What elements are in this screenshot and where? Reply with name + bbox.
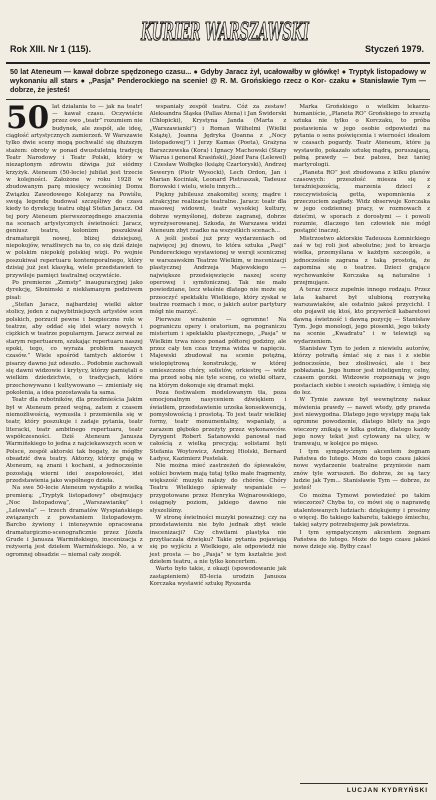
paragraph-text: Co można Tymowi powiedzieć po takim wieczorze? Chyba to, co mówi się o naprawdę utalentowanych ludziach: dziękujemy i prosimy o więcej. Bo takiego kabaretu, takiego śmiechu, takiej satyry potrzebujemy jak powietrza. <box>293 492 431 529</box>
paragraph-text: A jeśli jesteś już przy wydarzeniach od najwięcej jej dnowu, to która sztuka „Pasji” Pendereckiego wystawionej w wersji scenicznej w warszawskim Teatrze Wielkim, w inscenizacji plastycznej Andrzeja Majewskiego — największe przedsięwzięcie naszej sceny operowej i symfonicznej. Tak nie mało powiedziane, lecz właśnie dlatego nie może się przeoczyć spektaklu Wielkiego, który zyskał w teatrze rozmach i moc, o jakich autor partytury mógł nie marzyć. <box>149 235 287 316</box>
article-paragraph <box>6 397 143 485</box>
paragraph-text: Teatr dla robotników, dla przedmieścia Jakim był w Ateneum przed wojną, zatem z czasem niemożliwością, wymusiła i przemieniła się w teatr, który poszukuje i zadaje pytania, teatr literacki, teatr ambitnego repertuaru, teatr współczesności. Dziś Ateneum Janusza Warmińskiego to jedna z najciekawszych scen w Polsce, zespół aktorski tak bogaty, że mógłby obsadzić dwa teatry. Aktorzy, którzy grają w Ateneum, są znani i kochani, a jednocześnie pozostają wierni idei zespołowości, idei przedstawienia jako wspólnego dzieła. <box>6 397 143 485</box>
article-paragraph <box>150 192 287 236</box>
issue-number: Rok XIII. Nr 1 (115). <box>10 44 92 54</box>
paragraph-text: Warto było takie, z okazji (spowodowanie jak zastąpieniem) 85-lecia urodzin Janusza Korczaka wystawić sztukę Ryszarda <box>149 566 287 587</box>
paragraph-text: Nie można mieć zastrzeżeń do śpiewaków, soliści bowiem mają tutaj tylko małe fragmenty, większość muzyki należy do chórów. Chóry Teatru Wielkiego śpiewały wspaniale — przygotowane przez Henryka Wojnarowskiego, osiągnęły poziom, jakiego dawno nie słyszeliśmy. <box>149 463 287 514</box>
article-paragraph <box>293 530 430 552</box>
article-paragraph <box>150 463 287 514</box>
article-paragraph <box>6 485 143 558</box>
signature-rule <box>300 783 428 784</box>
masthead-rule <box>6 62 430 64</box>
article-column-2 <box>150 104 287 759</box>
paragraph-text: Mistrzostwo aktorskie Tadeusza Łomnickiego zaś w tej roli jest absolutne; jest to kreacja wielka, przemyślana w każdym szczególe, a jednocześnie zagrana z taką prostotą, że zapomina się o teatrze. Dzieci grające wychowanków Korczaka są naturalne i przejmujące. <box>293 235 431 286</box>
article-paragraph <box>150 566 287 588</box>
svg-text:KURIER WARSZAWSKI: KURIER WARSZAWSKI <box>140 17 310 46</box>
article-paragraph <box>293 170 430 236</box>
paragraph-text: „Stefan Jaracz, najbardziej wielki aktor stolicy, jeden z najwybitniejszych artystów scen polskich, porzucił pewne i bezpieczne role w teatrze, aby oddać się idei wiary nowych i ciężkich w teatrze popularnym. Jaracz zerwał ze starym repertuarem, szukając repertuaru naszej epoki, tego, co wyraża problem naszych czasów.” Wiele spośród tamtych aktorów i pisarzy dawno już odeszło... Podobnie zachowali się dawni widzowie i krytycy, którzy pamiętali o wielkim dziedzictwie, o tradycjach, które przechowywano i kultywowano — zmieniały się pokolenia, a idea pozostawała ta sama. <box>6 301 143 397</box>
article-columns <box>6 99 431 759</box>
article-column-1 <box>6 99 143 759</box>
article-paragraph <box>293 397 430 448</box>
article-paragraph <box>6 302 143 397</box>
paragraph-text: I tym sympatycznym akcentem żegnam Państwa do lutego. Może do tego czasu jakieś nowe dzieje się. Byłby czas! <box>293 529 431 551</box>
article-paragraph <box>293 236 430 287</box>
paragraph-text: Piękny jubileusz znakomitej sceny, mądre i atrakcyjne realizacje teatralne. Jaracz: teatr dla masowej widowni, teatr wysokiej kultury, dobrze wymyślonej, dobrze zagranej, dobrze wyreżyserowanej. Szkoda, że Warszawa widzi Ateneum zbyt rzadko na wszystkich scenach... <box>149 191 287 235</box>
lead-summary: 50 lat Ateneum — kawał dobrze spędzonego czasu... ● Gdyby Jaracz żył, ucałowałby w główkę! ● Tryptyk listopadowy w wykonaniu all stars ● „Pasja” Penderockiego na scenie! @ R. M. Grońskiego rzecz o Kor- czaku ● Stanisławie Tym — dobrze, że jesteś! <box>6 67 430 100</box>
paragraph-text: „Planeta RO” jest zbudowana z kilku planów czasowych: przeszłość miesza się z teraźniejszością, marzenia dzieci z rzeczywistością getta, wspomnienia z przeczuciem zagłady. Widz obserwuje Korczaka w jego codziennej pracy, w rozmowach z dziećmi, w sporach z dorosłymi — i powoli rozumie, dlaczego ten człowiek nie mógł postąpić inaczej. <box>293 169 431 235</box>
author-signature: LUCJAN KYDRYŃSKI <box>346 787 428 794</box>
article-paragraph <box>6 280 143 302</box>
drop-cap: 50 <box>6 99 50 136</box>
paragraph-text: Po premierze „Zemsty” inauguracyjnej jako dyrekcję, Słonimski z niekłamanym podziwem pisał: <box>6 279 143 301</box>
article-paragraph <box>150 236 287 317</box>
issue-date: Styczeń 1979. <box>364 44 424 54</box>
paragraph-text: Marka Grońskiego o wielkim lekarzu-humaniście, „Planeta RO” Grońskiego to zresztą sztuka nie tylko o Korczaku, to próba postawienia w jego osobie odpowiedzi na pytania o sens poświęcenia i wierności ideałom w czasach pogardy. Teatr Ateneum, które ją wystawiło, pokazało sztukę mądrą, poruszającą, pełną prawdy — bez patosu, bez taniej martyrologii. <box>293 103 431 169</box>
article-paragraph <box>293 449 430 493</box>
article-paragraph <box>150 390 287 463</box>
paragraph-text: W Tymie zawsze był wewnętrzny nakaz mówienia prawdy — nawet wtedy, gdy prawda jest niewygodna. Dlatego jego występy mają tak ogromne powodzenie, dlatego bilety na jego wieczory znikają w kilka godzin, dlatego każdy jego nowy tekst jest cytowany na ulicy, w tramwaju, w kolejce po mięso. <box>293 397 431 448</box>
paragraph-text: Pierwsze wrażenie — ogromne! Na pograniczu opery i oratorium, na pograniczu misterium i spektaklu plastycznego, „Pasja” w Wielkim trwa nieco ponad półtorej godziny, ale przez cały ten czas trzyma widza w napięciu. Majewski zbudował na scenie potężną, wielopiętrową konstrukcję, w której umieszczono chóry, solistów, orkiestrę — widz ma przed sobą nie tyle scenę, co wielki ołtarz, na którym dokonuje się dramat męki. <box>149 316 287 389</box>
article-paragraph <box>150 104 287 192</box>
article-paragraph <box>293 346 430 397</box>
paragraph-text: Na swe 50-lecie Ateneum wystąpiło z wielką premierą: „Tryptyk listopadowy” obejmujący „Noc listopadową”, „Warszawiankę” i „Lelewela” — trzech dramatów Wyspiańskiego związanych z powstaniem listopadowym. Barcbo żywiony i intensywnie opracowana dramaturgiczno-scenograficznie przez Józefa Grude i Janusza Warmińskiego, inscenizacja z reżyserią jest dziełem Warmińskiego. No, a w ogromnej obsadzie — niemal cały zespół. <box>6 485 143 558</box>
paragraph-text: lat działania to — jak na teatr! — kawał czasu. Oczywiście przez owo „teatr” rozumiem nie budynek, ale zespół, ale ideę, ciągłość artystycznych zamierzeń. W Warszawie tylko dwie sceny mogą pochwalić się dłuższym stażem: obroty w ponad dwustuletnią tradycję Teatr Narodowy i Teatr Polski, który w niezaptonym zdrowiu dźwiga już siódmy krzyżyk. Ateneum (50-lecie) jubilat jest trzecie w kolejności. Założone w roku 1928 w zbudowanym parę miesięcy wcześniej Domu Związku Zawodowego Kolejarzy na Powiślu, swoją legendę budował szczęśliwy do czasu kiedy to dyrekcję teatru objął Stefan Jaracz. Od tej pory Ateneum pierwszorzędnego znaczenia na scenach artystycznych świetności: Jaracz, geniusz teatru, kolonizm poszukiwał dramaturgii nowej, bliżej dzisiejszej, niepokojów, wrażliwych na to, co się dziś dzieje w polskim niepokój polskiej wizji. Po wojnie poszukiwał repertuaru kontemporalnego, który dzisiaj już jest klasyką, wiele przedstawień to przywileje pamięci teatralnej oczywiście. <box>6 103 143 279</box>
logo-lettering <box>139 8 311 50</box>
paragraph-text: Poza festiwalem modelowanym tła, poza emocjonalnym nasyceniem dźwiękiem i światłem, przedstawienie urzeka konsekwencją, pomysłowością i prostotą. To jest teatr wielkiej formy, teatr monumentalny, wspaniały, a zarazem głęboko przeżyty przez wykonawców. Dyrygent Robert Satanowski panował nad całością z wielką precyzją; solistami byli Stefania Woytowicz, Andrzej Hiolski, Bernard Ładysz, Kazimierz Pustelak. <box>149 390 287 463</box>
article-paragraph <box>293 104 430 170</box>
paragraph-text: Stanisław Tym to jeden z niewielu autorów, którzy potrafią śmiać się z nas i z siebie jednocześnie, bez złośliwości, ale i bez pobłażania. Jego humor jest inteligentny, celny, czasem gorzki. Widzowie rozpoznają w jego postaciach siebie i swoich sąsiadów, i śmieją się do łez. <box>293 345 431 397</box>
article-column-3 <box>293 104 430 759</box>
article-paragraph <box>293 287 430 346</box>
paragraph-text: I tym sympatycznym akcentem żegnam Państwa do Iutego. Może do tego czasu jakieś nowe wydarzenie teatralne przyniesie nam znów tyle wzruszeń. Bo dobrze, że są tacy ludzie jak Tym... Stanisławie Tym — dobrze, że jesteś! <box>293 448 431 492</box>
article-paragraph <box>150 317 287 390</box>
article-paragraph <box>293 493 430 530</box>
article-paragraph <box>6 99 143 280</box>
paragraph-text: A teraz rzecz zupełnie innego rodzaju. Przez lata kabaret był ulubioną rozrywką warszawiaków, ale ostatnio jakoś przycichł. I oto pojawił się ktoś, kto przywrócił kabaretowi dawną świetność i dawną pozycję — Stanisław Tym. Jego monologi, jego piosenki, jego teksty na scenie „Kwadratu” i w telewizji są wydarzeniem. <box>293 287 431 345</box>
article-paragraph <box>150 515 287 566</box>
masthead <box>6 4 430 62</box>
paragraph-text: wspaniały zespół teatru. Cóż za zestaw! Aleksandra Śląska (Pallas Atena) i Jan Świderski (Chłopicki), Krystyna Janda (Marta z „Warszawianki”) i Roman Wilhelmi (Wielki Książę), Joanna Jędryka (Joanna z „Nocy listopadowej”) i Jerzy Kamas (Poeta), Grażyna Barszczewska (Kora) i Ignacy Machowski (Stary Wiarus i generał Krasiński), Józef Para (Lelewel) i Czesław Wołłejko (książę Czartoryski), Andrzej Seweryn (Piotr Wysocki), Lech Ordon, Jan i Marian Kociniak, Leonard Pietraszak, Tadeusz Borowski i wielu, wielu innych... <box>149 103 287 191</box>
kurier-warszawski-logo <box>139 8 311 50</box>
paragraph-text: W stronę świetności muzyki poważnej: czy na przedstawieniu nie było jednak zbyt wiele inscenizacji? Czy chwilami plastyka nie przytłaczała dźwięku? Takie pytania pojawiają się po wyjściu z Wielkiego, ale odpowiedź nie jest prosta — bo „Pasja” w tym kształcie jest dziełem teatru, a nie tylko koncertem. <box>149 514 287 565</box>
